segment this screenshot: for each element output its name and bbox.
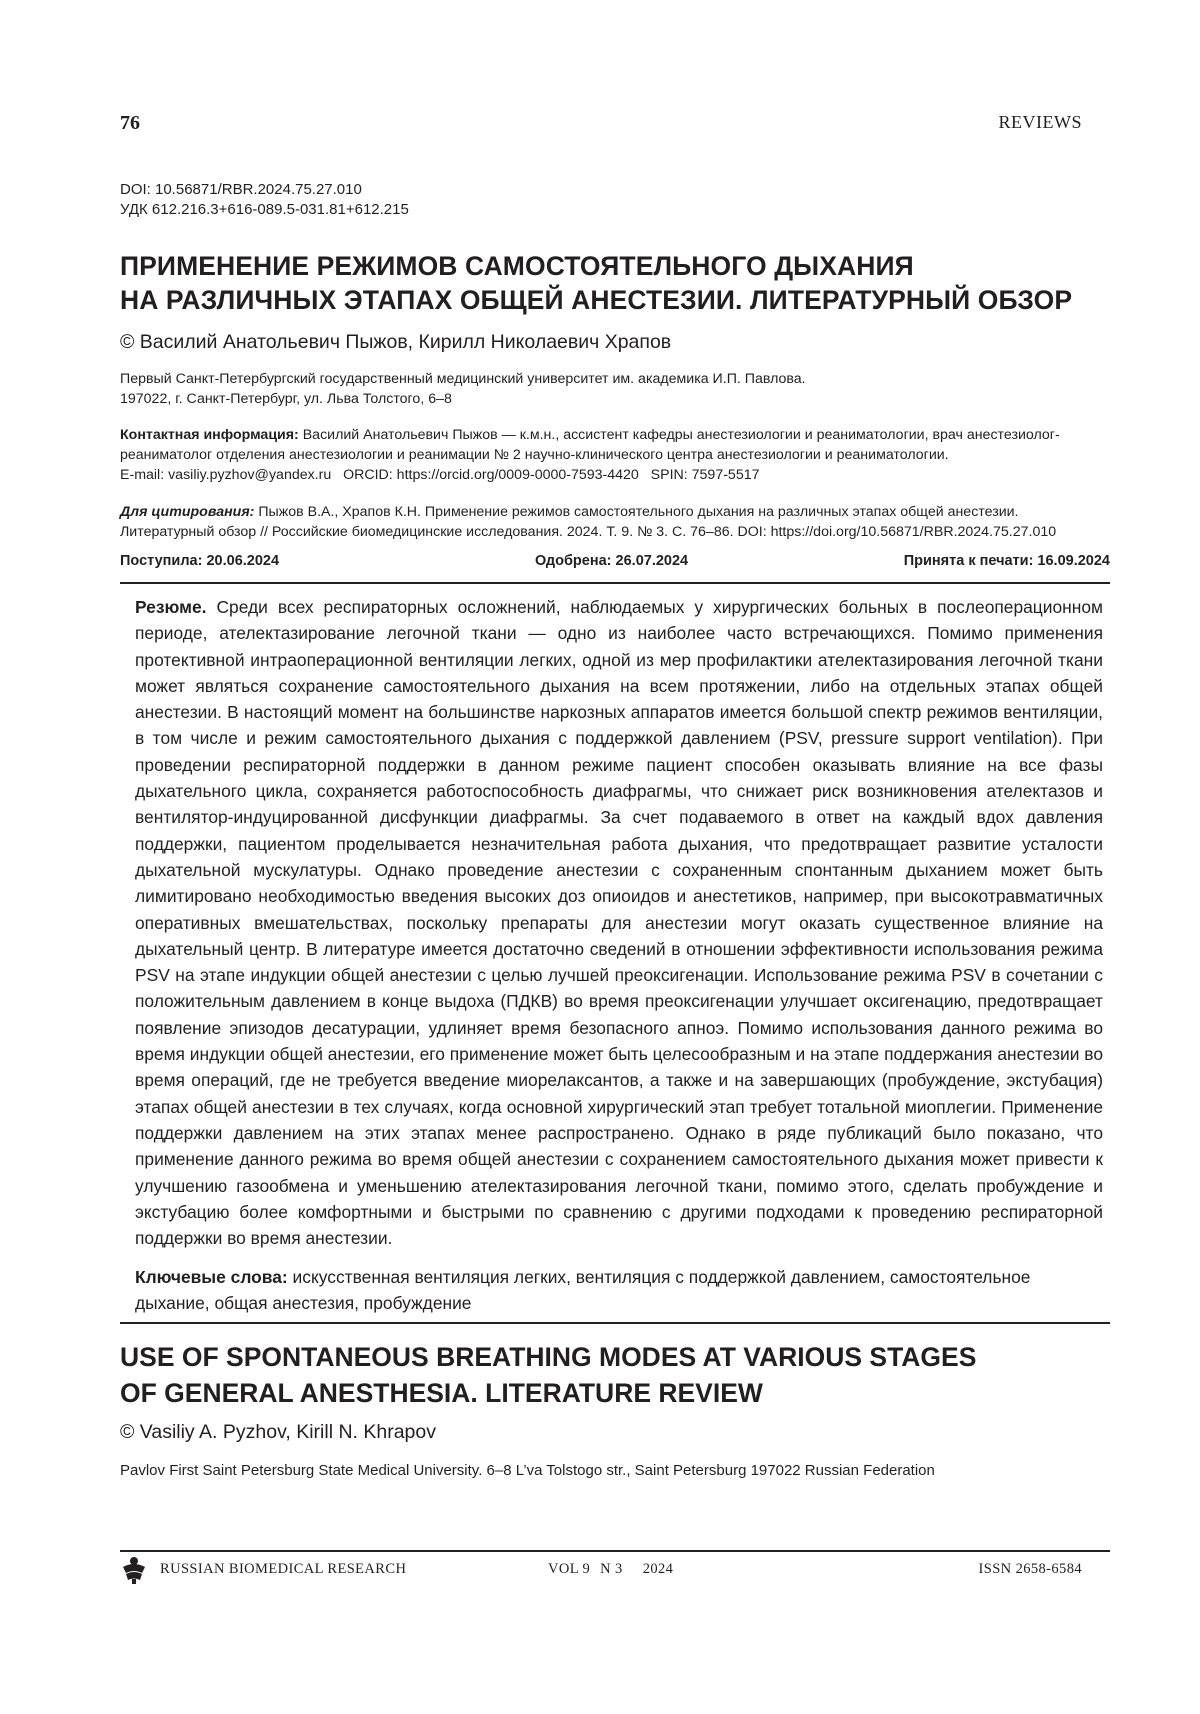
citation [120,502,1110,542]
citation-text: Пыжов В.А., Храпов К.Н. Применение режимов самостоятельного дыхания на различных этапах общей анестезии. Литературный обзор // Российские биомедицинские исследования. 2024. Т. 9. № 3. С. 76–86. DOI: https://doi.org/10.56871/RBR.2024.75.27.010 [120,504,1057,540]
title-en-line2: OF GENERAL ANESTHESIA. LITERATURE REVIEW [120,1378,763,1408]
date-accepted: Принята к печати: 16.09.2024 [903,553,1110,569]
issue-info [548,1561,673,1578]
keywords-ru [135,1264,1103,1317]
abstract-ru [135,594,1103,1251]
title-en [120,1339,1100,1411]
affiliation-ru-line1: Первый Санкт-Петербургский государственный медицинский университет им. академика И.П. Павлова. [120,371,806,387]
footer-divider [120,1550,1110,1552]
affiliation-ru-line2: 197022, г. Санкт-Петербург, ул. Льва Толстого, 6–8 [120,391,452,407]
keywords-label: Ключевые слова: [135,1267,288,1287]
title-ru-line1: ПРИМЕНЕНИЕ РЕЖИМОВ САМОСТОЯТЕЛЬНОГО ДЫХАНИЯ [120,251,914,281]
section-label: REVIEWS [998,112,1082,132]
abstract-text: Среди всех респираторных осложнений, наблюдаемых у хирургических больных в послеоперационном периоде, ателектазирование легочной ткани — одно из наиболее часто встречающихся. Помимо применения протективной интраоперационной вентиляции легких, одной из мер профилактики ателектазирования легочной ткани может являться сохранение самостоятельного дыхания на всем протяжении, либо на отдельных этапах общей анестезии. В настоящий момент на большинстве наркозных аппаратов имеется большой спектр режимов вентиляции, в том числе и режим самостоятельного дыхания с поддержкой давлением (PSV, pressure support ventilation). При проведении респираторной поддержки в данном режиме пациент способен оказывать влияние на все фазы дыхательного цикла, сохраняется работоспособность диафрагмы, что снижает риск возникновения ателектазов и вентилятор-индуцированной дисфункции диафрагмы. За счет подаваемого в ответ на каждый вдох давления поддержки, пациентом проделывается незначительная работа дыхания, что предотвращает развитие усталости дыхательной мускулатуры. Однако проведение анестезии с сохраненным спонтанным дыханием может быть лимитировано необходимостью введения высоких доз опиоидов и анестетиков, например, при высокотравматичных оперативных вмешательствах, поскольку препараты для анестезии могут оказать существенное влияние на дыхательный центр. В литературе имеется достаточно сведений в отношении эффективности использования режима PSV на этапе индукции общей анестезии с целью лучшей преоксигенации. Использование режима PSV в сочетании с положительным давлением в конце выдоха (ПДКВ) во время преоксигенации улучшает оксигенацию, предотвращает появление эпизодов десатурации, удлиняет время безопасного апноэ. Помимо использования данного режима во время индукции общей анестезии, его применение может быть целесообразным и на этапе поддержания анестезии во время операций, где не требуется введение миорелаксантов, а также и на завершающих (пробуждение, экстубация) этапах общей анестезии в тех случаях, когда основной хирургический этап требует тотальной миоплегии. Применение поддержки давлением на этих этапах менее распространено. Однако в ряде публикаций было показано, что применение данного режима во время общей анестезии с сохранением самостоятельного дыхания может привести к улучшению газообмена и уменьшению ателектазирования легочной ткани, помимо этого, сделать пробуждение и экстубацию более комфортными и быстрыми по сравнению с другими подходами к проведению респираторной поддержки во время анестезии. [135,597,1103,1249]
divider [120,1322,1110,1324]
affiliation-en: Pavlov First Saint Petersburg State Medical University. 6–8 L’va Tolstogo str., Saint Petersburg 197022 Russian Federation [120,1462,935,1479]
journal-name: RUSSIAN BIOMEDICAL RESEARCH [160,1561,407,1577]
date-approved: Одобрена: 26.07.2024 [535,553,689,569]
divider [120,582,1110,584]
keywords-text: искусственная вентиляция легких, вентиляция с поддержкой давлением, самостоятельное дыхание, общая анестезия, пробуждение [135,1267,1031,1314]
citation-label: Для цитирования: [120,504,255,520]
doi: DOI: 10.56871/RBR.2024.75.27.010 [120,181,362,198]
contact-label: Контактная информация: [120,427,299,443]
issue-year: 2024 [642,1561,674,1577]
title-ru-line2: НА РАЗЛИЧНЫХ ЭТАПАХ ОБЩЕЙ АНЕСТЕЗИИ. ЛИТЕРАТУРНЫЙ ОБЗОР [120,285,1073,315]
contact-body [120,425,1110,465]
page-number: 76 [120,112,140,134]
title-ru [120,249,1100,317]
volume: VOL 9 [548,1561,591,1577]
issue-number: N 3 [600,1561,623,1577]
affiliation-ru [120,369,1110,409]
abstract-label: Резюме. [135,597,207,617]
date-received: Поступила: 20.06.2024 [120,553,280,569]
title-en-line1: USE OF SPONTANEOUS BREATHING MODES AT VARIOUS STAGES [120,1342,977,1372]
contact-identifiers: E-mail: vasiliy.pyzhov@yandex.ru ORCID: https://orcid.org/0009-0000-7593-4420 SPIN: 7597-5517 [120,467,760,483]
contact-info [120,425,1110,485]
journal-logo-icon [120,1555,148,1585]
issn: ISSN 2658-6584 [978,1561,1082,1577]
authors-en: © Vasiliy A. Pyzhov, Kirill N. Khrapov [120,1421,436,1443]
authors-ru: © Василий Анатольевич Пыжов, Кирилл Николаевич Храпов [120,331,672,353]
contact-text: Василий Анатольевич Пыжов — к.м.н., ассистент кафедры анестезиологии и реаниматологии, врач анестезиолог-реаниматолог отделения анестезиологии и реанимации № 2 научно-клинического центра анестезиологии и реаниматологии. [120,427,1060,463]
udc-code: УДК 612.216.3+616-089.5-031.81+612.215 [120,201,409,218]
